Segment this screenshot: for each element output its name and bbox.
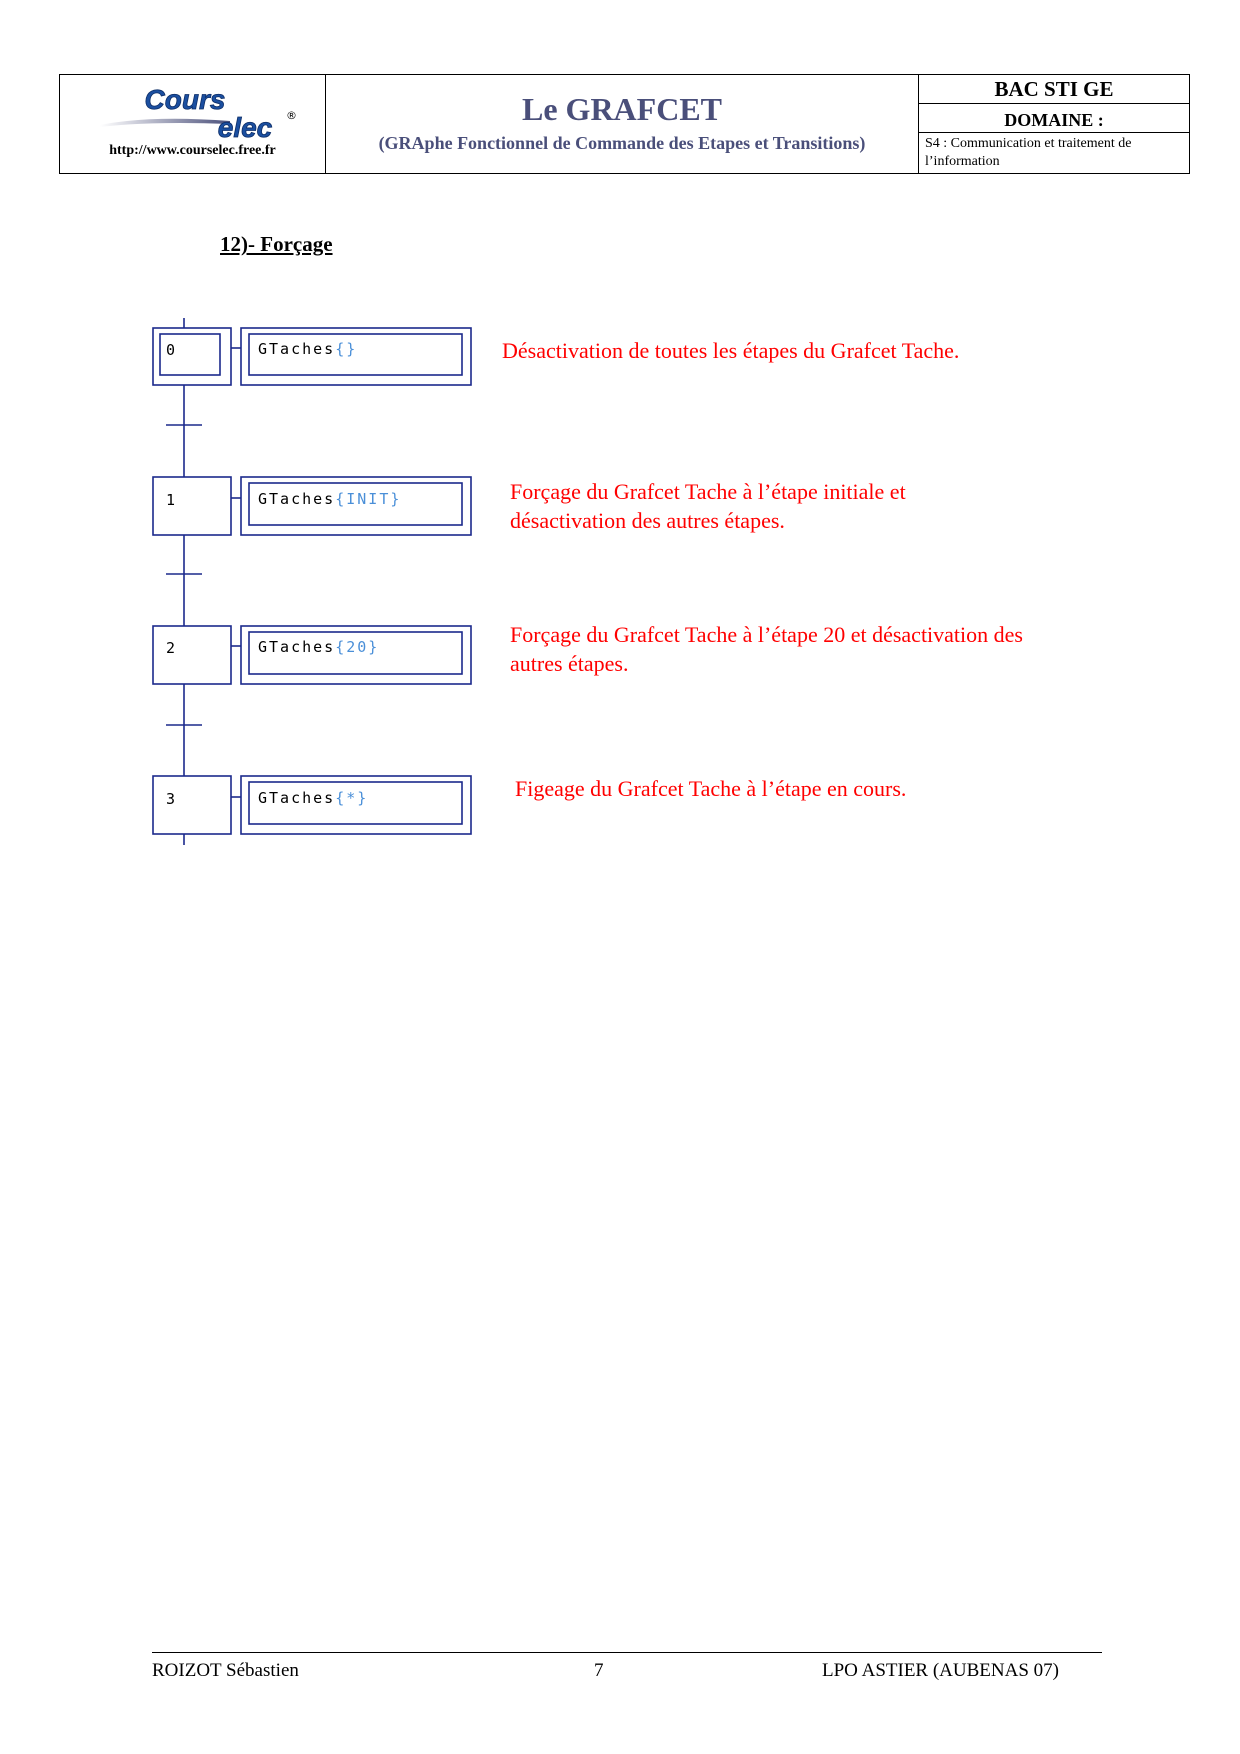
action-0-text: [258, 340, 357, 358]
footer-page-number: 7: [594, 1660, 604, 1681]
footer-author: ROIZOT Sébastien: [152, 1660, 299, 1681]
action-1-text: [258, 490, 401, 508]
note-step-1: Forçage du Grafcet Tache à l’étape initiale et désactivation des autres étapes.: [510, 479, 906, 533]
document-subtitle: (GRAphe Fonctionnel de Commande des Etapes et Transitions): [378, 133, 866, 153]
step-3-box: [153, 776, 231, 834]
action-2-arg: {20}: [335, 638, 380, 656]
domaine-text: S4 : Communication et traitement de l’information: [925, 136, 1132, 169]
footer-school: LPO ASTIER (AUBENAS 07): [822, 1660, 1059, 1681]
note-step-3: Figeage du Grafcet Tache à l’étape en cours.: [515, 776, 907, 801]
action-1-arg: {INIT}: [335, 490, 402, 508]
logo-registered-mark: ®: [286, 109, 297, 122]
section-title: 12)- Forçage: [220, 232, 333, 256]
step-1-number: 1: [166, 491, 176, 509]
note-step-0: Désactivation de toutes les étapes du Grafcet Tache.: [502, 338, 960, 363]
action-2-prefix: GTaches: [258, 638, 336, 656]
action-0-prefix: GTaches: [258, 340, 336, 358]
action-3-arg: {*}: [335, 789, 369, 807]
action-3-text: [258, 789, 368, 807]
action-1-prefix: GTaches: [258, 490, 336, 508]
action-0-arg: {}: [335, 340, 358, 358]
action-3-prefix: GTaches: [258, 789, 336, 807]
note-step-2: Forçage du Grafcet Tache à l’étape 20 et désactivation des autres étapes.: [510, 622, 1023, 676]
logo-bottom-text: elec: [217, 112, 273, 143]
footer-divider: [152, 1652, 1102, 1653]
action-2-text: [258, 638, 379, 656]
domaine-label: DOMAINE :: [919, 104, 1189, 133]
step-3-number: 3: [166, 790, 176, 808]
step-0-number: 0: [166, 341, 176, 359]
bac-label: BAC STI GE: [919, 75, 1189, 104]
step-2-number: 2: [166, 639, 176, 657]
logo-top-text: Cours: [144, 84, 226, 115]
step-2-box: [153, 626, 231, 684]
logo-url: http://www.courselec.free.fr: [109, 143, 276, 158]
document-title: Le GRAFCET: [522, 91, 722, 127]
step-1-box: [153, 477, 231, 535]
